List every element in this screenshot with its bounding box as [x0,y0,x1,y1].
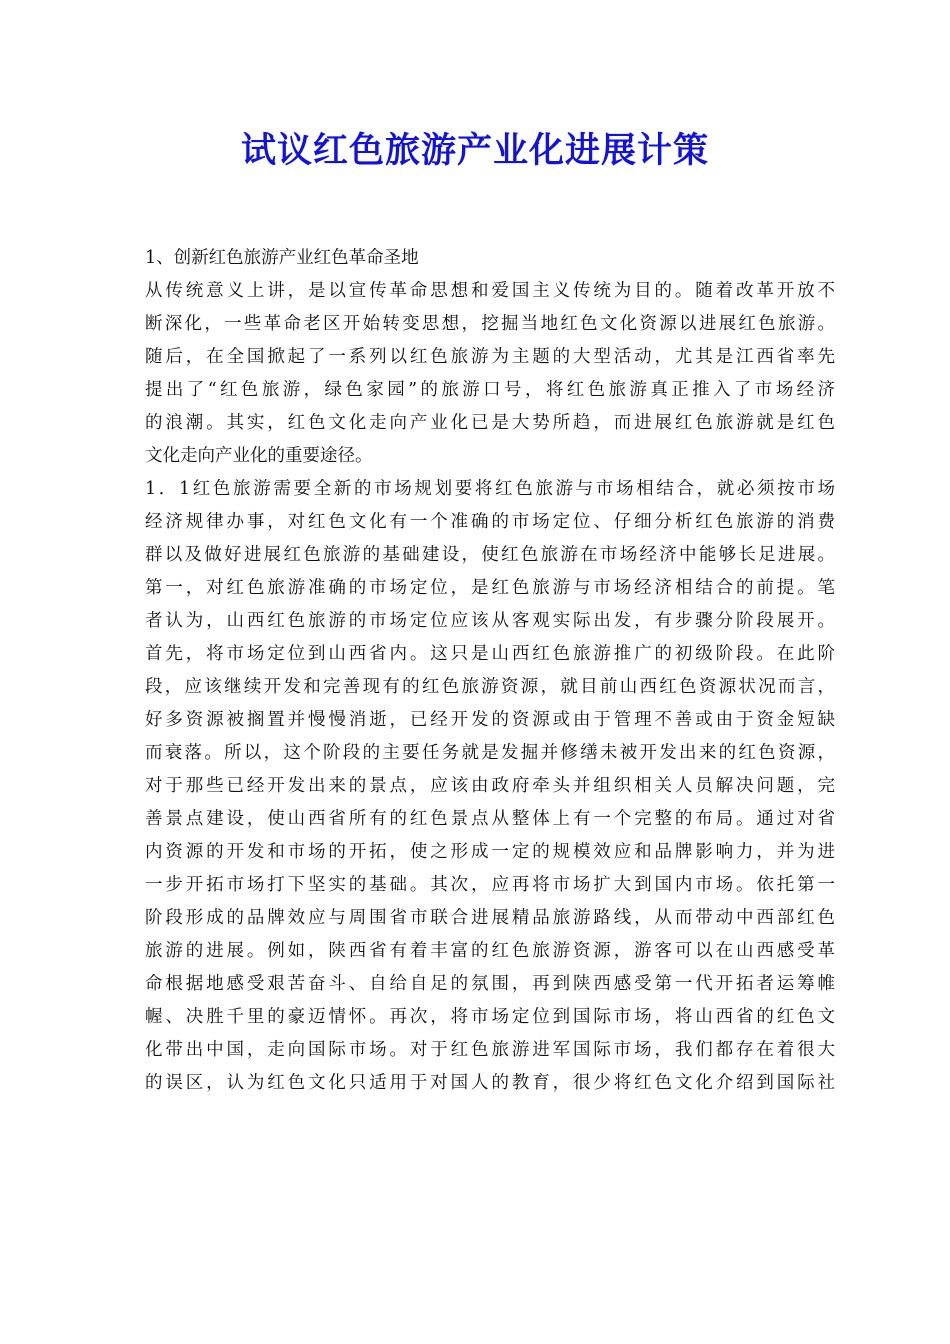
text-line: 善景点建设，使山西省所有的红色景点从整体上有一个完整的布局。通过对省 [145,809,835,829]
text-line: 第一，对红色旅游准确的市场定位，是红色旅游与市场经济相结合的前提。笔 [145,578,835,598]
document-title: 试议红色旅游产业化进展计策 [240,131,709,171]
text-line: 化带出中国，走向国际市场。对于红色旅游进军国际市场，我们都存在着很大 [145,1040,835,1060]
text-line: 的误区，认为红色文化只适用于对国人的教育，很少将红色文化介绍到国际社 [145,1073,835,1093]
text-line: 阶段形成的品牌效应与周围省市联合进展精品旅游路线，从而带动中西部红色 [145,908,835,928]
text-line: 内资源的开发和市场的开拓，使之形成一定的规模效应和品牌影响力，并为进 [145,842,835,862]
text-line: 首先，将市场定位到山西省内。这只是山西红色旅游推广的初级阶段。在此阶 [145,644,835,664]
text-line: 段，应该继续开发和完善现有的红色旅游资源，就目前山西红色资源状况而言， [145,677,835,697]
text-line: 的浪潮。其实，红色文化走向产业化已是大势所趋，而进展红色旅游就是红色 [145,413,835,433]
text-line: 1．1红色旅游需要全新的市场规划要将红色旅游与市场相结合，就必须按市场 [145,479,835,499]
text-line: 文化走向产业化的重要途径。 [145,446,373,466]
text-line: 好多资源被搁置并慢慢消逝，已经开发的资源或由于管理不善或由于资金短缺 [145,710,835,730]
text-line: 从传统意义上讲，是以宣传革命思想和爱国主义传统为目的。随着改革开放不 [145,281,835,301]
text-line: 对于那些已经开发出来的景点，应该由政府牵头并组织相关人员解决问题，完 [145,776,835,796]
text-line: 一步开拓市场打下坚实的基础。其次，应再将市场扩大到国内市场。依托第一 [145,875,835,895]
text-line: 群以及做好进展红色旅游的基础建设，使红色旅游在市场经济中能够长足进展。 [145,545,835,565]
text-line: 者认为，山西红色旅游的市场定位应该从客观实际出发，有步骤分阶段展开。 [145,611,835,631]
text-line: 而衰落。所以，这个阶段的主要任务就是发掘并修缮未被开发出来的红色资源， [145,743,835,763]
text-line: 断深化，一些革命老区开始转变思想，挖掘当地红色文化资源以进展红色旅游。 [145,314,835,334]
text-line: 幄、决胜千里的豪迈情怀。再次，将市场定位到国际市场，将山西省的红色文 [145,1007,835,1027]
text-line-section-heading: 1、创新红色旅游产业红色革命圣地 [145,248,419,268]
text-line: 随后，在全国掀起了一系列以红色旅游为主题的大型活动，尤其是江西省率先 [145,347,835,367]
text-line: 旅游的进展。例如，陕西省有着丰富的红色旅游资源，游客可以在山西感受革 [145,941,835,961]
text-line: 命根据地感受艰苦奋斗、自给自足的氛围，再到陕西感受第一代开拓者运筹帷 [145,974,835,994]
text-line: 提出了“红色旅游，绿色家园”的旅游口号，将红色旅游真正推入了市场经济 [145,380,835,400]
document-body [145,242,835,1100]
text-line: 经济规律办事，对红色文化有一个准确的市场定位、仔细分析红色旅游的消费 [145,512,835,532]
